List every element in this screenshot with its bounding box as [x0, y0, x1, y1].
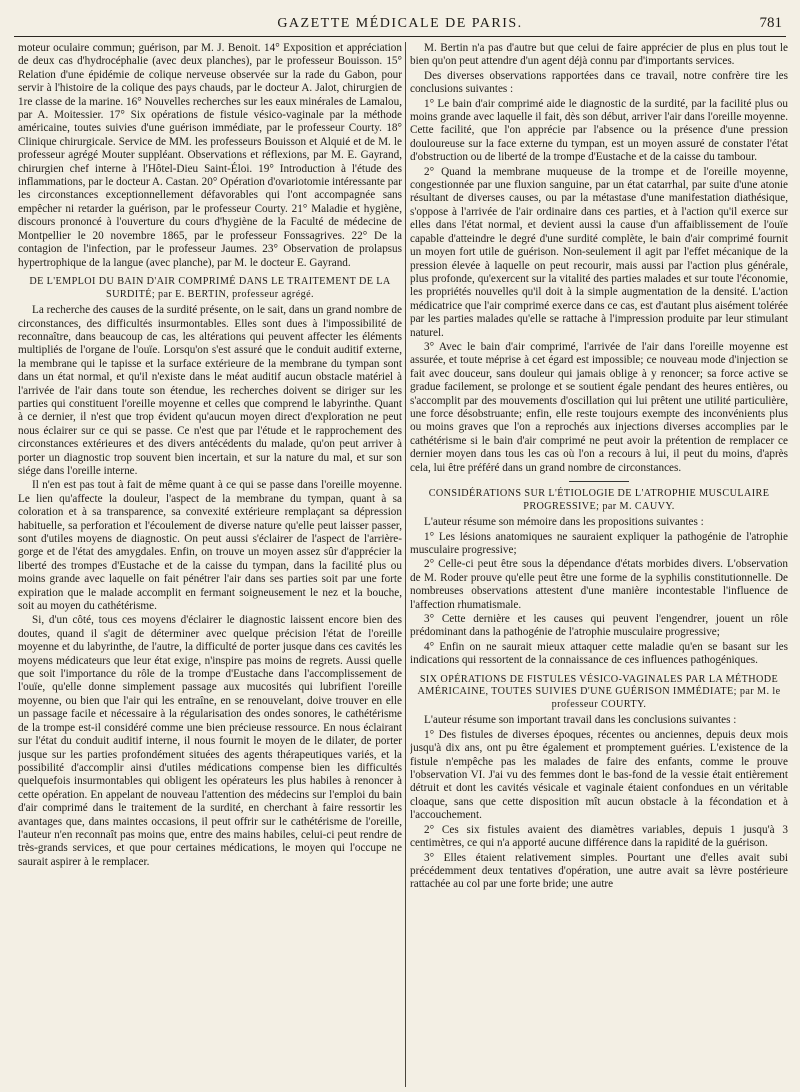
paragraph: 1° Les lésions anatomiques ne sauraient expliquer la pathogénie de l'atrophie musculaire progressive; [410, 530, 788, 556]
paragraph: 1° Des fistules de diverses époques, récentes ou anciennes, depuis deux mois jusqu'à dix ans, ont pu être également et promptement guéries. L'existence de la fistule n'empêche pas les malades de faire des enfants, comme le prouve l'observation VI. J'ai vu des femmes dont le bas-fond de la vessie était entièrement détruit et dont les cavités vésicale et vaginale étaient confondues en un véritable cloaque, sans que cette disposition mît aucun obstacle à la fécondation et à l'accouchement. [410, 728, 788, 822]
paragraph: 3° Cette dernière et les causes qui peuvent l'engendrer, jouent un rôle prédominant dans la pathogénie de l'atrophie musculaire progressive; [410, 613, 788, 639]
page-number: 781 [759, 15, 782, 31]
paragraph: 2° Quand la membrane muqueuse de la trompe et de l'oreille moyenne, congestionnée par une fluxion sanguine, par un état catarrhal, par suite d'une atonie résultant de diverses causes, ou par la métastase d'une manifestation diathésique, s'oppose à l'arrivée de l'air ordinaire dans ces parties, et à l'action qu'il exerce sur elles dans l'état normal, et devient aussi la cause d'un affaiblissement de l'ouïe capable d'atteindre le degré d'une surdité complète, le bain d'air comprimé fournit un moyen fort utile de guérison. Non-seulement il agit par l'effet mécanique de la pression élevée à laquelle on peut recourir, mais aussi par l'action plus générale, plus profonde, qu'exercent sur la vitalité des parties malades et sur toute l'économie, les propriétés nouvelles qu'il doit à la simple augmentation de la densité. L'action médicatrice que l'air comprimé exerce dans ce cas, est d'autant plus aisément tolérée par les parties malades qu'elle se rattache à l'impression produite par leur stimulant naturel. [410, 165, 788, 339]
paragraph: L'auteur résume son mémoire dans les propositions suivantes : [424, 516, 704, 529]
paragraph: 4° Enfin on ne saurait mieux attaquer cette maladie qu'en se basant sur les indications qui ressortent de la connaissance de ces influences pathogéniques. [410, 640, 788, 667]
paragraph: 3° Avec le bain d'air comprimé, l'arrivée de l'air dans l'oreille moyenne est assurée, et toute méprise à cet égard est impossible; ce nouveau mode d'injection se fait avec douceur, sans douleur qui jamais oblige à y renoncer; sa force active se gradue facilement, se prolonge et se soutient égale pendant des heures entières, ou s'accomplit par des mouvements d'oscillation qui lui prêtent une utilité particulière, une force désobstruante; enfin, elle reste toujours exempte des inconvénients plus ou moins graves que l'on a reprochés aux injections diverses accomplies par le cathétérisme si le bain d'air comprimé ne peut avoir la prétention de remplacer ce dernier moyen dans tous les cas où l'on a recours à lui, il peut du moins, d'après cela, lui être préféré dans un grand nombre de circonstances. [410, 340, 788, 474]
section-heading-bertin: DE L'EMPLOI DU BAIN D'AIR COMPRIMÉ DANS LE TRAITEMENT DE LA SURDITÉ; par E. BERTIN, professeur agrégé. [29, 275, 391, 300]
paragraph: M. Bertin n'a pas d'autre but que celui de faire apprécier de plus en plus tout le bien qu'on peut attendre d'un agent déjà connu par d'importants services. [410, 42, 788, 68]
section-divider [569, 481, 629, 482]
paragraph: 1° Le bain d'air comprimé aide le diagnostic de la surdité, par la facilité plus ou moins grande avec laquelle il fait, dès son début, arriver l'air dans l'oreille moyenne. Cette facilité, que l'on apprécie par l'absence ou la présence d'une pression douloureuse sur la face externe du tympan, est un moyen assuré de constater l'état d'obstruction ou de liberté de la trompe d'Eustache et de la caisse du tambour. [410, 97, 788, 164]
paragraph: 3° Elles étaient relativement simples. Pourtant une d'elles avait subi précédemment deux tentatives d'opération, une autre avait sa lèvre postérieure rattachée au col par une forte bride; une autre [410, 851, 788, 891]
paragraph: 2° Celle-ci peut être sous la dépendance d'états morbides divers. L'observation de M. Roder prouve qu'elle peut être une forme de la syphilis constitutionnelle. De nombreuses observations attestent d'une manière incontestable l'influence de l'affection rhumatismale. [410, 558, 788, 611]
section-heading-courty: SIX OPÉRATIONS DE FISTULES VÉSICO-VAGINALES PAR LA MÉTHODE AMÉRICAINE, TOUTES SUIVIES D'UNE GUÉRISON IMMÉDIATE; par M. le professeur COURTY. [417, 673, 781, 710]
paragraph: Si, d'un côté, tous ces moyens d'éclairer le diagnostic laissent encore bien des doutes, quand il s'agit de déterminer avec quelque précision l'état de l'oreille moyenne et du labyrinthe, de l'autre, la difficulté de porter jusque dans ces cavités les moyens médicateurs que leur état exige, n'inspire pas moins de regrets. Aussi quelle que soit l'importance du rôle de la trompe d'Eustache dans l'accomplissement de l'ouïe, qu'elle donne simplement passage aux mucosités qui lubrifient l'oreille moyenne, ou bien que l'air qui les entraîne, en se renouvelant, doive trouver en elle un passage facile et nécessaire à la régularisation des ondes sonores, le cathétérisme de la trompe est-il considéré comme une bien précieuse ressource. En nous éclairant sur l'état du conduit auditif interne, il nous fournit le moyen de le dilater, de porter jusque sur les parties profondément situées des agents thérapeutiques variés, et la possibilité d'accomplir ainsi d'utiles médications compense bien les difficultés quelquefois insurmontables qui obligent les opérateurs les plus habiles à renoncer à cette opération. En appelant de nouveau l'attention des médecins sur l'emploi du bain d'air comprimé dans le traitement de la surdité, en cherchant à faire ressortir les avantages que, dans maintes occasions, il peut offrir sur le cathétérisme de l'oreille, l'auteur n'en reconnaît pas moins que, entre des mains habiles, celui-ci peut rendre de très-grands services, et que pour certaines médications, le moyen qui l'occupe ne saurait aspirer à le remplacer. [18, 614, 402, 868]
paragraph: L'auteur résume son important travail dans les conclusions suivantes : [424, 714, 737, 727]
paragraph: Des diverses observations rapportées dans ce travail, notre confrère tire les conclusions suivantes : [410, 69, 788, 96]
left-column [18, 42, 402, 1087]
right-column [410, 42, 788, 1087]
paragraph: 2° Ces six fistules avaient des diamètres variables, depuis 1 jusqu'à 3 centimètres, ce qui n'a apporté aucune différence dans la rapidité de la guérison. [410, 823, 788, 850]
column-divider [405, 42, 406, 1087]
journal-title: GAZETTE MÉDICALE DE PARIS. [277, 16, 523, 31]
intro-list-paragraph: moteur oculaire commun; guérison, par M. J. Benoit. 14° Exposition et appréciation de deux cas d'hydrocéphalie (avec deux planches), par le professeur Bouisson. 15° Relation d'une épidémie de colique nerveuse observée sur la rade du Gabon, pour servir à l'histoire de la colique des pays chauds, par le docteur A. Jalot, chirurgien de 1re classe de la marine. 16° Nouvelles recherches sur les eaux minérales de Lamalou, par A. Moitessier. 17° Six opérations de fistule vésico-vaginale par la méthode américaine, toutes suivies d'une guérison immédiate, par le professeur Courty. 18° Clinique chirurgicale. Service de MM. les professeurs Bouisson et Alquié et de M. le professeur agrégé Mouter suppléant. Observations et réflexions, par M. E. Gayrand, chirurgien chef interne à l'Hôtel-Dieu Saint-Éloi. 19° Introduction à l'étude des inflammations, par le docteur A. Castan. 20° Opération d'ovariotomie intéressante par les circonstances exceptionnellement défavorables qui l'ont accompagnée sans empêcher ni retarder la guérison, par le professeur Courty. 21° Maladie et hygiène, discours prononcé à l'ouverture du cours d'hygiène de la Faculté de médecine de Montpellier le 20 novembre 1865, par le professeur Fonssagrives. 22° De la contagion de l'infection, par le professeur Jaumes. 23° Observation de prolapsus hypertrophique de la langue (avec planche), par M. le docteur E. Gayrand. [18, 42, 402, 269]
page-header [14, 14, 786, 37]
section-heading-cauvy: CONSIDÉRATIONS SUR L'ÉTIOLOGIE DE L'ATROPHIE MUSCULAIRE PROGRESSIVE; par M. CAUVY. [428, 488, 770, 512]
paragraph: Il n'en est pas tout à fait de même quant à ce qui se passe dans l'oreille moyenne. Le lien qu'affecte la douleur, l'aspect de la membrane du tympan, quant à sa coloration et à sa transparence, sa convexité extérieure remplaçant sa dépression habituelle, sa perforation et l'écoulement de diverse nature qu'elle peut laisser passer, sont d'utiles moyens de diagnostic. On peut aussi s'éclairer de l'aspect de l'arrière-gorge et de l'état des amygdales. Enfin, on trouve un moyen assez sûr d'apprécier la liberté des trompes d'Eustache et de la caisse du tympan, dans la facilité plus ou moins grande avec laquelle on fait pénétrer l'air dans ses parties soit par une forte expiration que le malade accomplit en fermant soigneusement le nez et la bouche, soit au moyen du cathétérisme. [18, 479, 402, 613]
paragraph: La recherche des causes de la surdité présente, on le sait, dans un grand nombre de circonstances, des difficultés insurmontables. Elles sont dues à l'impossibilité de reconnaître, dans beaucoup de cas, les altérations qui peuvent affecter les éléments multipliés de l'organe de l'ouïe. Lorsqu'on s'est assuré que le conduit auditif externe, la membrane qui le tapisse et la surface extérieure de la membrane du tympan sont dans un état normal, et qu'il n'existe dans le méat auditif aucun obstacle matériel à l'arrivée de l'air dans toute son étendue, les recherches doivent se diriger sur les parties qui constituent l'oreille moyenne et celles que comprend le labyrinthe. Quant à ce dernier, il n'est que trop évident qu'aucun moyen direct d'exploration ne peut nous éclairer sur ce qui se passe. Ce n'est que par l'étude et le rapprochement des circonstances extérieures et des divers antécédents du malade, qu'on peut arriver à porter un diagnostic trop souvent bien incertain, et sur la nature du mal, et sur son siége dans l'oreille interne. [18, 304, 402, 477]
